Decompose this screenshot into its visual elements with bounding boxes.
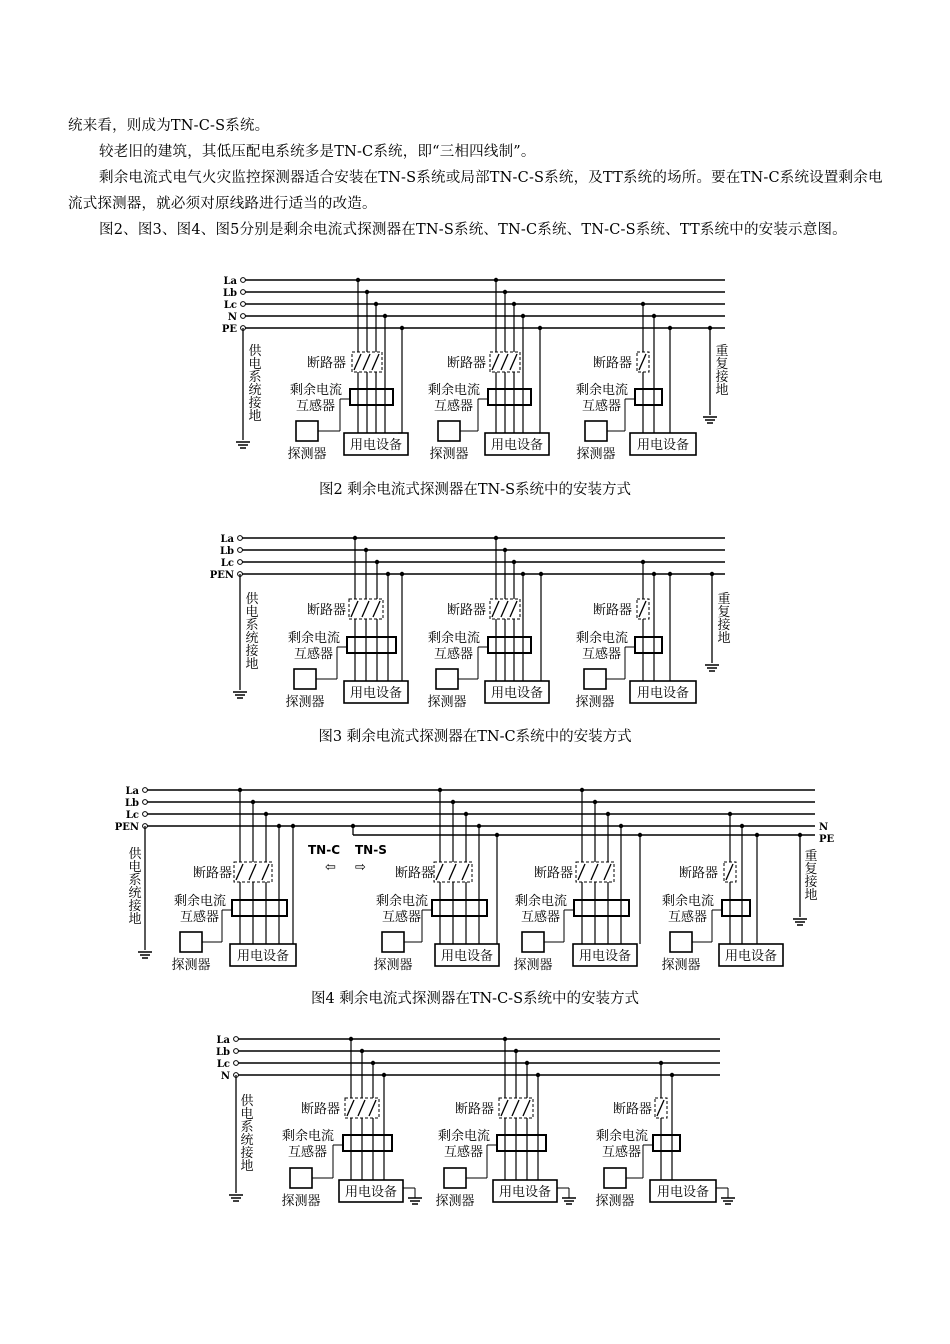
paragraph-2: 较老旧的建筑，其低压配电系统多是TN-C系统，即“三相四线制”。 [99, 144, 536, 160]
detector-label: 探测器 [281, 1194, 321, 1209]
repeat-ground-label: 复 [804, 862, 818, 877]
detector-label: 探测器 [373, 958, 413, 973]
bus-label-pen: PEN [209, 570, 234, 581]
terminal-icon [234, 1037, 239, 1042]
current-transformer-box [350, 389, 393, 405]
right-label-n: N [819, 822, 829, 833]
detector-box [436, 669, 458, 689]
rc-label-1: 剩余电流 [595, 1129, 648, 1144]
detector-box [670, 932, 692, 952]
equipment-label: 用电设备 [490, 686, 544, 701]
bus-label-la: La [223, 276, 237, 287]
rc-label-2: 互感器 [601, 1145, 641, 1160]
equipment-label: 用电设备 [236, 949, 290, 964]
supply-ground-label: 系 [240, 1120, 254, 1135]
tnc-label: TN-C [308, 843, 341, 857]
detector-box [382, 932, 404, 952]
repeat-ground-label: 复 [715, 357, 729, 372]
detector-label: 探测器 [513, 958, 553, 973]
equipment-label: 用电设备 [636, 686, 690, 701]
detector-label: 探测器 [287, 447, 327, 462]
paragraph-3: 剩余电流式电气火灾监控探测器适合安装在TN-S系统或局部TN-C-S系统，及TT系统的场所。要在TN-C系统设置剩余电流式探测器，就必须对原线路进行适当的改造。 [68, 170, 883, 212]
detector-box [522, 932, 544, 952]
bus-label-la: La [220, 534, 234, 545]
detector-label: 探测器 [435, 1194, 475, 1209]
current-transformer-box [635, 389, 662, 405]
supply-ground-label: 接 [248, 396, 262, 411]
detector-box [180, 932, 202, 952]
terminal-icon [238, 548, 243, 553]
supply-ground-label: 接 [240, 1146, 254, 1161]
rc-label-2: 互感器 [293, 647, 333, 662]
breaker-label: 断路器 [592, 603, 632, 618]
figure-3-caption: 图3 剩余电流式探测器在TN-C系统中的安装方式 [318, 729, 632, 745]
rc-label-2: 互感器 [581, 647, 621, 662]
supply-ground-label: 系 [248, 370, 262, 385]
breaker-label: 断路器 [446, 356, 486, 371]
breaker-label: 断路器 [394, 866, 434, 881]
supply-ground-label: 电 [248, 357, 262, 372]
rc-label-1: 剩余电流 [575, 383, 628, 398]
terminal-icon [143, 800, 148, 805]
breaker-label: 断路器 [454, 1102, 494, 1117]
supply-ground-label: 系 [245, 618, 259, 633]
bus-label-lc: Lc [223, 300, 237, 311]
equipment-label: 用电设备 [498, 1185, 552, 1200]
breaker-label: 断路器 [306, 603, 346, 618]
junction-dot [351, 824, 355, 828]
breaker-label: 断路器 [533, 866, 573, 881]
rc-label-1: 剩余电流 [575, 631, 628, 646]
repeat-ground-label: 复 [717, 605, 731, 620]
rc-label-1: 剩余电流 [661, 894, 714, 909]
rc-label-2: 互感器 [433, 399, 473, 414]
terminal-icon [234, 1061, 239, 1066]
supply-ground-label: 统 [128, 886, 142, 901]
repeat-ground-label: 接 [715, 370, 729, 385]
bus-label-lb: Lb [215, 1047, 230, 1058]
current-transformer-box [722, 900, 750, 916]
rc-label-1: 剩余电流 [437, 1129, 490, 1144]
terminal-icon [238, 536, 243, 541]
terminal-icon [241, 314, 246, 319]
breaker-label: 断路器 [300, 1102, 340, 1117]
supply-ground-label: 供 [240, 1094, 254, 1109]
breaker-label: 断路器 [192, 866, 232, 881]
current-transformer-box [343, 1135, 392, 1151]
breaker-label: 断路器 [306, 356, 346, 371]
supply-ground-label: 地 [128, 912, 142, 927]
detector-box [438, 421, 460, 441]
detector-box [584, 669, 606, 689]
bus-label-lb: Lb [124, 798, 139, 809]
repeat-ground-label: 接 [717, 618, 731, 633]
repeat-ground-label: 重 [804, 849, 818, 864]
terminal-icon [241, 302, 246, 307]
figure-3-diagram [0, 525, 950, 725]
bus-label-lb: Lb [219, 546, 234, 557]
rc-label-1: 剩余电流 [289, 383, 342, 398]
supply-ground-label: 接 [245, 644, 259, 659]
rc-label-1: 剩余电流 [427, 383, 480, 398]
equipment-label: 用电设备 [656, 1185, 710, 1200]
figure-4-diagram [0, 775, 950, 975]
equipment-label: 用电设备 [490, 438, 544, 453]
terminal-icon [241, 290, 246, 295]
figure-4-caption: 图4 剩余电流式探测器在TN-C-S系统中的安装方式 [310, 991, 640, 1007]
detector-box [604, 1168, 626, 1188]
terminal-icon [143, 812, 148, 817]
repeat-ground-label: 地 [715, 383, 729, 398]
detector-label: 探测器 [427, 695, 467, 710]
equipment-label: 用电设备 [349, 686, 403, 701]
terminal-icon [241, 278, 246, 283]
rc-label-2: 互感器 [581, 399, 621, 414]
supply-ground-label: 电 [245, 605, 259, 620]
bus-label-lb: Lb [222, 288, 237, 299]
rc-label-1: 剩余电流 [375, 894, 428, 909]
supply-ground-label: 供 [245, 592, 259, 607]
figure-5-diagram [0, 1025, 950, 1225]
current-transformer-box [635, 637, 662, 653]
detector-label: 探测器 [576, 447, 616, 462]
terminal-icon [234, 1049, 239, 1054]
detector-label: 探测器 [429, 447, 469, 462]
detector-box [444, 1168, 466, 1188]
detector-label: 探测器 [661, 958, 701, 973]
rc-label-2: 互感器 [520, 910, 560, 925]
detector-label: 探测器 [575, 695, 615, 710]
tns-label: TN-S [355, 843, 387, 857]
equipment-label: 用电设备 [578, 949, 632, 964]
supply-ground-label: 系 [128, 873, 142, 888]
arrow-right-icon: ⇨ [355, 860, 366, 875]
right-label-pe: PE [819, 834, 835, 845]
equipment-label: 用电设备 [344, 1185, 398, 1200]
rc-label-2: 互感器 [381, 910, 421, 925]
supply-ground-label: 统 [245, 631, 259, 646]
breaker-label: 断路器 [678, 866, 718, 881]
supply-ground-label: 电 [128, 860, 142, 875]
bus-label-lc: Lc [216, 1059, 230, 1070]
supply-ground-label: 供 [248, 344, 262, 359]
repeat-ground-label: 重 [717, 592, 731, 607]
repeat-ground-label: 地 [804, 888, 818, 903]
bus-label-pen: PEN [114, 822, 139, 833]
breaker-label: 断路器 [446, 603, 486, 618]
repeat-ground-label: 地 [717, 631, 731, 646]
bus-label-pe: PE [221, 324, 237, 335]
rc-label-2: 互感器 [179, 910, 219, 925]
detector-box [296, 421, 318, 441]
supply-ground-label: 地 [248, 409, 262, 424]
equipment-label: 用电设备 [349, 438, 403, 453]
supply-ground-label: 统 [248, 383, 262, 398]
terminal-icon [238, 560, 243, 565]
current-transformer-box [347, 637, 396, 653]
supply-ground-label: 地 [245, 657, 259, 672]
breaker-label: 断路器 [612, 1102, 652, 1117]
detector-label: 探测器 [171, 958, 211, 973]
detector-label: 探测器 [285, 695, 325, 710]
equipment-label: 用电设备 [724, 949, 778, 964]
breaker-label: 断路器 [592, 356, 632, 371]
detector-box [294, 669, 316, 689]
supply-ground-label: 地 [240, 1159, 254, 1174]
rc-label-1: 剩余电流 [514, 894, 567, 909]
repeat-ground-label: 重 [715, 344, 729, 359]
bus-label-n: N [227, 312, 237, 323]
supply-ground-label: 统 [240, 1133, 254, 1148]
rc-label-2: 互感器 [667, 910, 707, 925]
figure-2-diagram [0, 270, 950, 470]
paragraph-4: 图2、图3、图4、图5分别是剩余电流式探测器在TN-S系统、TN-C系统、TN-C-S系统、TT系统中的安装示意图。 [99, 222, 847, 238]
rc-label-2: 互感器 [287, 1145, 327, 1160]
bus-label-lc: Lc [125, 810, 139, 821]
rc-label-1: 剩余电流 [427, 631, 480, 646]
rc-label-1: 剩余电流 [287, 631, 340, 646]
bus-label-la: La [125, 786, 139, 797]
rc-label-1: 剩余电流 [173, 894, 226, 909]
current-transformer-box [488, 389, 531, 405]
paragraph-1: 统来看，则成为TN-C-S系统。 [68, 118, 270, 134]
current-transformer-box [488, 637, 531, 653]
equipment-label: 用电设备 [636, 438, 690, 453]
bus-label-lc: Lc [220, 558, 234, 569]
rc-label-2: 互感器 [433, 647, 473, 662]
figure-2-caption: 图2 剩余电流式探测器在TN-S系统中的安装方式 [318, 482, 632, 498]
supply-ground-label: 接 [128, 899, 142, 914]
terminal-icon [143, 788, 148, 793]
supply-ground-label: 电 [240, 1107, 254, 1122]
detector-box [585, 421, 607, 441]
rc-label-2: 互感器 [443, 1145, 483, 1160]
arrow-left-icon: ⇦ [325, 860, 336, 875]
bus-label-n: N [220, 1071, 230, 1082]
rc-label-2: 互感器 [295, 399, 335, 414]
current-transformer-box [497, 1135, 546, 1151]
bus-label-la: La [216, 1035, 230, 1046]
current-transformer-box [653, 1135, 680, 1151]
repeat-ground-label: 接 [804, 875, 818, 890]
detector-label: 探测器 [595, 1194, 635, 1209]
equipment-label: 用电设备 [440, 949, 494, 964]
supply-ground-label: 供 [128, 847, 142, 862]
rc-label-1: 剩余电流 [281, 1129, 334, 1144]
detector-box [290, 1168, 312, 1188]
